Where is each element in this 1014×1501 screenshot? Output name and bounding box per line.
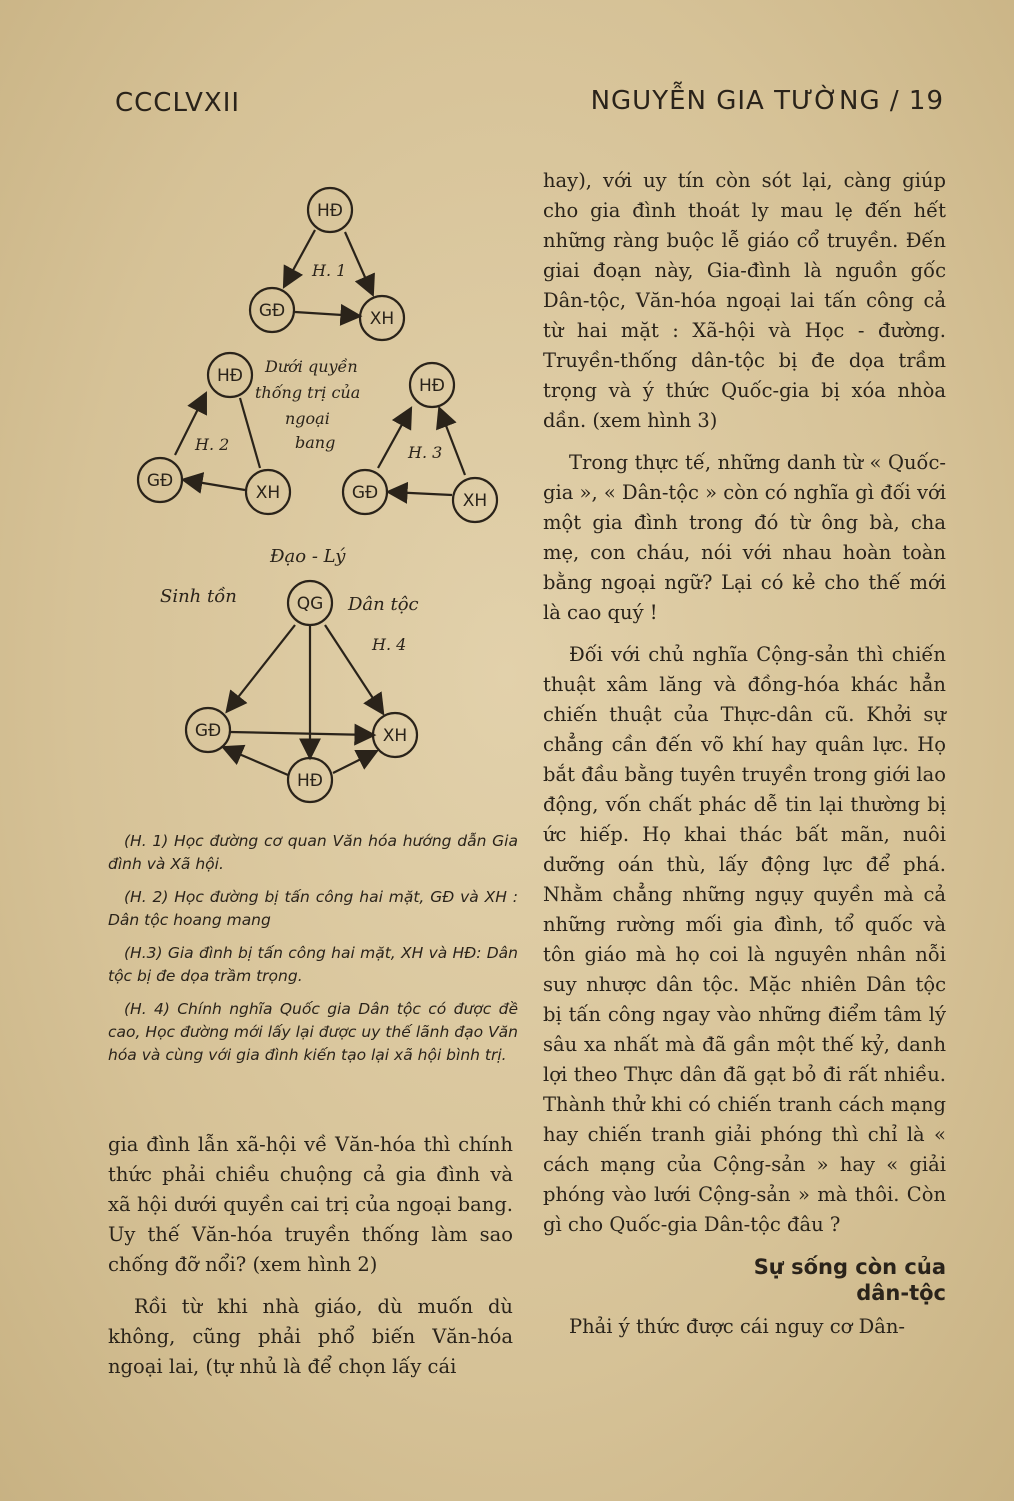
arrow bbox=[295, 312, 358, 316]
center-label-line3: ngoại bbox=[285, 409, 330, 428]
page-section-number: CCCLVXII bbox=[115, 88, 241, 118]
node-label: GĐ bbox=[194, 721, 222, 741]
node-label: XH bbox=[255, 483, 281, 503]
page-author-and-number: NGUYỄN GIA TƯỜNG / 19 bbox=[590, 86, 944, 116]
node-label: XH bbox=[369, 309, 395, 329]
caption-h4: (H. 4) Chính nghĩa Quốc gia Dân tộc có được đề cao, Học đường mới lấy lại được uy thế lãnh đạo Văn hóa và cùng với gia đình kiến tạo lại xã hội bình trị. bbox=[108, 1000, 518, 1064]
arrow bbox=[228, 625, 295, 710]
label-h1: H. 1 bbox=[312, 261, 347, 280]
arrow bbox=[230, 732, 372, 735]
arrow bbox=[390, 492, 452, 495]
center-label-line1: Dưới quyền bbox=[265, 357, 358, 376]
node-label: GĐ bbox=[258, 301, 286, 321]
arrow bbox=[285, 230, 315, 285]
label-h3: H. 3 bbox=[408, 443, 443, 462]
arrow bbox=[185, 480, 245, 490]
caption-h2: (H. 2) Học đường bị tấn công hai mặt, GĐ và XH : Dân tộc hoang mang bbox=[108, 888, 518, 929]
right-column-text bbox=[543, 166, 946, 1354]
node-label: GĐ bbox=[146, 471, 174, 491]
arrow bbox=[378, 410, 410, 468]
paragraph: Rồi từ khi nhà giáo, dù muốn dù không, cũng phải phổ biến Văn-hóa ngoại lai, (tự nhủ là để chọn lấy cái bbox=[108, 1295, 513, 1378]
node-label: HĐ bbox=[217, 366, 243, 386]
section-subheading bbox=[543, 1254, 946, 1306]
subheading-line2: dân-tộc bbox=[856, 1281, 946, 1305]
label-h2: H. 2 bbox=[195, 435, 230, 454]
label-h4: H. 4 bbox=[372, 635, 407, 654]
figure-captions bbox=[108, 830, 518, 1077]
diagram-figure bbox=[120, 170, 520, 810]
dao-ly-label: Đạo - Lý bbox=[270, 546, 346, 567]
paragraph: Trong thực tế, những danh từ « Quốc-gia », « Dân-tộc » còn có nghĩa gì đối với một gia đình trong đó từ ông bà, cha mẹ, con cháu, nói với nhau hoàn toàn bằng ngoại ngữ? Lại có kẻ cho thế mới là cao quý ! bbox=[543, 451, 946, 624]
left-column-text bbox=[108, 1130, 513, 1394]
arrow bbox=[333, 752, 375, 773]
paragraph: Đối với chủ nghĩa Cộng-sản thì chiến thuật xâm lăng và đồng-hóa khác hẳn chiến thuật của Thực-dân cũ. Khởi sự chẳng cần đến võ khí hay quân lực. Họ bắt đầu bằng tuyên truyền trong giới lao động, vốn chất phác dễ tin lại thường bị ức hiếp. Họ khai thác bất mãn, nuôi dưỡng oán thù, lấy động lực để phá. Nhằm chẳng những ngụy quyền mà cả những rường mối gia đình, tổ quốc và tôn giáo mà họ coi là nguyên nhân nỗi suy nhược dân tộc. Mặc nhiên Dân tộc bị tấn công ngay vào những điểm tâm lý sâu xa nhất mà đã gần một thế kỷ, danh lợi theo Thực dân đã gạt bỏ đi rất nhiều. Thành thử khi có chiến tranh cách mạng hay chiến tranh giải phóng thì chỉ là « cách mạng của Cộng-sản » hay « giải phóng vào lưới Cộng-sản » mà thôi. Còn gì cho Quốc-gia Dân-tộc đâu ? bbox=[543, 643, 946, 1236]
center-label-line2: thống trị của bbox=[255, 383, 361, 402]
caption-h1: (H. 1) Học đường cơ quan Văn hóa hướng dẫn Gia đình và Xã hội. bbox=[108, 832, 518, 873]
arrow bbox=[440, 410, 465, 475]
node-label: GĐ bbox=[351, 483, 379, 503]
node-label: XH bbox=[462, 491, 488, 511]
dan-toc-label: Dân tộc bbox=[348, 594, 419, 615]
paragraph: gia đình lẫn xã-hội về Văn-hóa thì chính thức phải chiều chuộng cả gia đình và xã hội dưới quyền cai trị của ngoại bang. Uy thế Văn-hóa truyền thống làm sao chống đỡ nổi? (xem hình 2) bbox=[108, 1133, 513, 1276]
sinh-ton-label: Sinh tồn bbox=[160, 586, 237, 607]
diagram-svg bbox=[120, 170, 520, 810]
subheading-line1: Sự sống còn của bbox=[753, 1255, 946, 1279]
node-label: HĐ bbox=[297, 771, 323, 791]
arrow bbox=[225, 748, 288, 775]
node-label: QG bbox=[296, 594, 324, 614]
node-label: HĐ bbox=[419, 376, 445, 396]
center-label-line4: bang bbox=[295, 433, 336, 452]
node-label: XH bbox=[382, 726, 408, 746]
paragraph: Phải ý thức được cái nguy cơ Dân- bbox=[569, 1315, 905, 1338]
node-label: HĐ bbox=[317, 201, 343, 221]
caption-h3: (H.3) Gia đình bị tấn công hai mặt, XH và HĐ: Dân tộc bị đe dọa trầm trọng. bbox=[108, 944, 518, 985]
paragraph: hay), với uy tín còn sót lại, càng giúp cho gia đình thoát ly mau lẹ đến hết những ràng buộc lễ giáo cổ truyền. Đến giai đoạn này, Gia-đình là nguồn gốc Dân-tộc, Văn-hóa ngoại lai tấn công cả từ hai mặt : Xã-hội và Học - đường. Truyền-thống dân-tộc bị đe dọa trầm trọng và ý thức Quốc-gia bị xóa nhòa dần. (xem hình 3) bbox=[543, 169, 946, 432]
arrow bbox=[345, 232, 372, 293]
arrow bbox=[240, 398, 260, 468]
